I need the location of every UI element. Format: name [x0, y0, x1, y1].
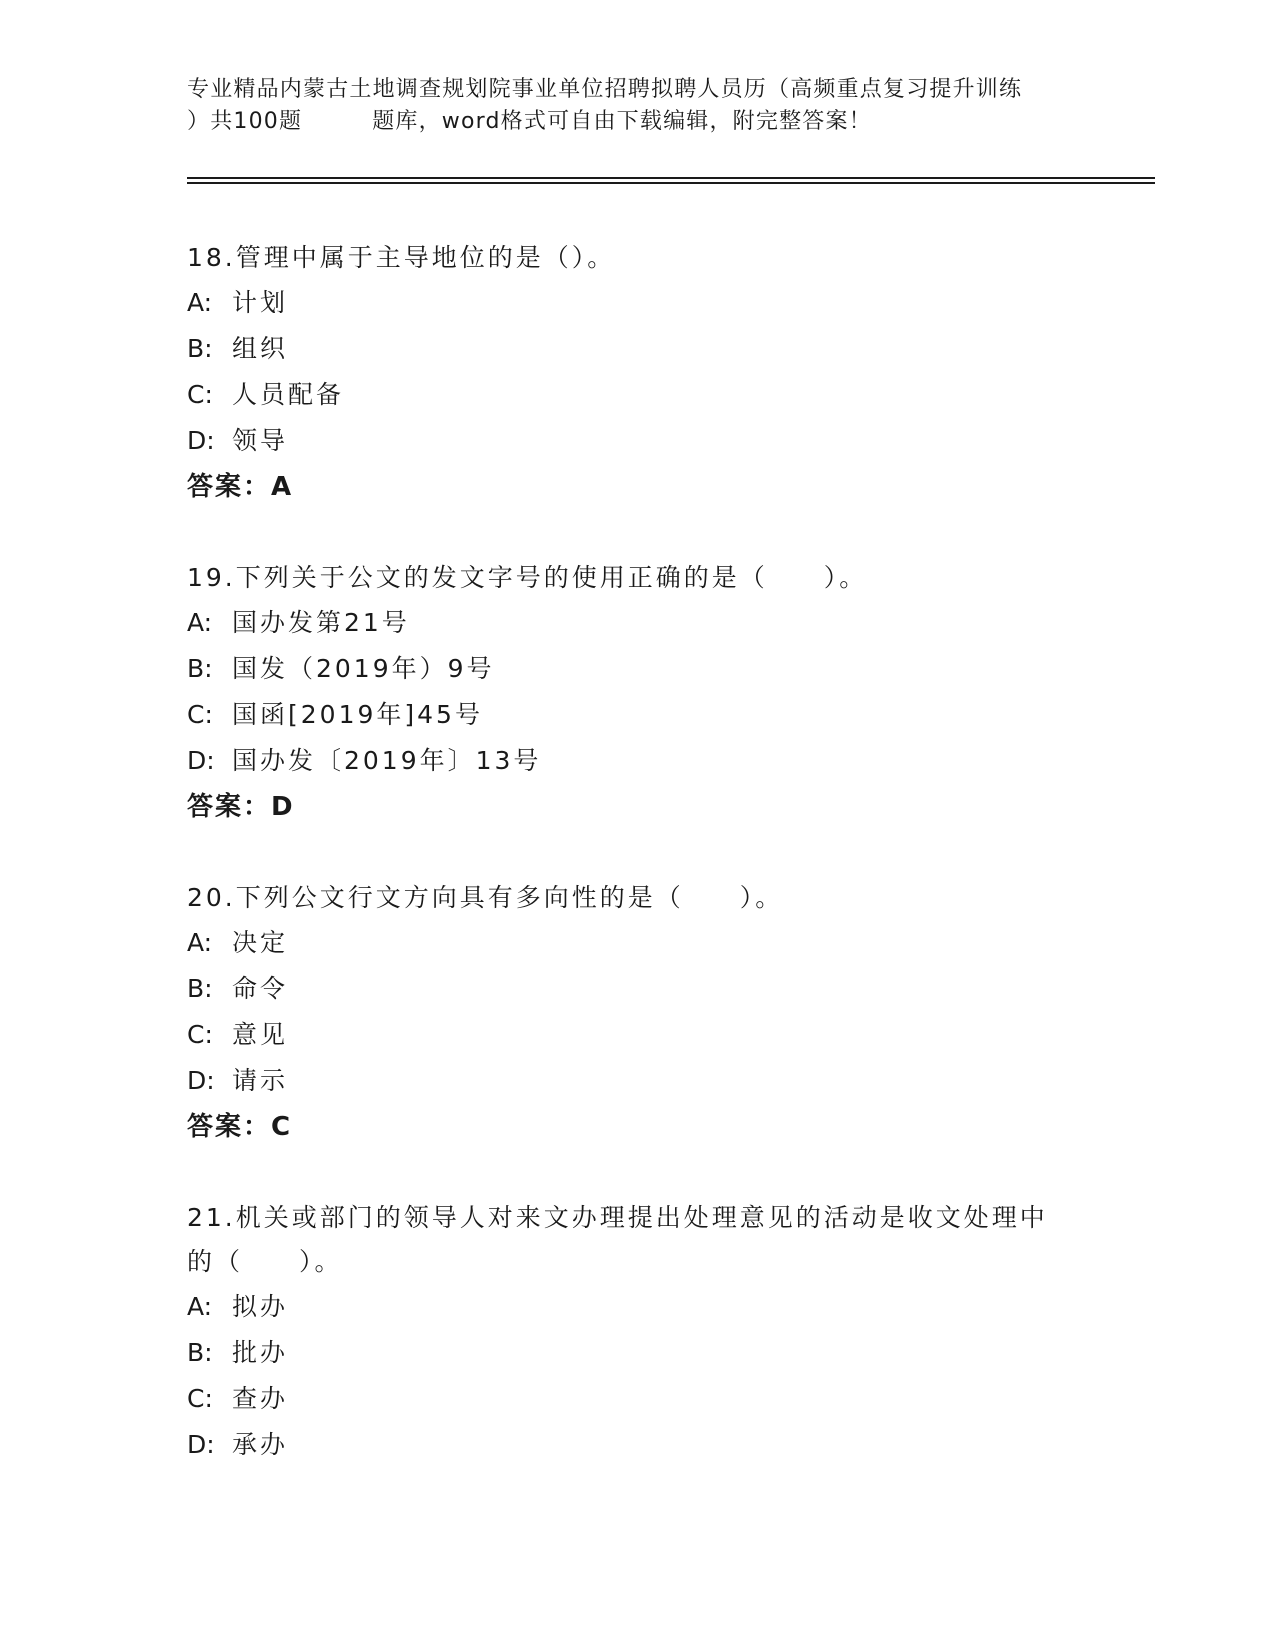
option-text: 国办发第21号 — [232, 608, 410, 637]
option-a — [187, 280, 1087, 326]
option-c — [187, 372, 1087, 418]
option-text: 拟办 — [232, 1292, 289, 1321]
header-description-text: 题库，word格式可自由下载编辑，附完整答案！ — [372, 109, 872, 134]
question-18 — [187, 236, 1087, 510]
option-letter: C: — [187, 380, 213, 409]
option-text: 计划 — [232, 288, 289, 317]
question-21 — [187, 1196, 1087, 1468]
header-divider-top — [187, 177, 1155, 179]
question-stem-line: 18.管理中属于主导地位的是（）。 — [187, 243, 616, 272]
option-letter: C: — [187, 1384, 213, 1413]
question-stem — [187, 876, 1087, 920]
option-letter: A: — [187, 288, 213, 317]
option-b — [187, 326, 1087, 372]
option-letter: A: — [187, 608, 213, 637]
option-letter: B: — [187, 1338, 213, 1367]
option-d — [187, 1422, 1087, 1468]
answer-line: 答案：D — [187, 792, 295, 822]
option-text: 请示 — [232, 1066, 289, 1095]
header-title-line-2 — [187, 106, 1087, 138]
question-stem — [187, 556, 1087, 600]
option-text: 国发（2019年）9号 — [232, 654, 495, 683]
option-letter: A: — [187, 1292, 213, 1321]
option-text: 命令 — [232, 974, 289, 1003]
option-letter: C: — [187, 1020, 213, 1049]
option-c — [187, 1012, 1087, 1058]
question-19 — [187, 556, 1087, 830]
option-letter: D: — [187, 1430, 215, 1459]
option-text: 承办 — [232, 1430, 289, 1459]
option-d — [187, 418, 1087, 464]
option-letter: D: — [187, 1066, 215, 1095]
option-letter: B: — [187, 654, 213, 683]
option-text: 意见 — [232, 1020, 289, 1049]
option-letter: D: — [187, 426, 215, 455]
option-d — [187, 738, 1087, 784]
option-text: 决定 — [232, 928, 289, 957]
document-header — [187, 74, 1087, 138]
option-a — [187, 920, 1087, 966]
header-title-line-1: 专业精品内蒙古土地调查规划院事业单位招聘拟聘人员历（高频重点复习提升训练 — [187, 77, 1023, 102]
question-stem — [187, 236, 1087, 280]
option-a — [187, 600, 1087, 646]
option-d — [187, 1058, 1087, 1104]
option-letter: C: — [187, 700, 213, 729]
option-text: 组织 — [232, 334, 289, 363]
answer-line: 答案：C — [187, 1112, 293, 1142]
option-text: 人员配备 — [232, 380, 345, 409]
question-stem-line: 21.机关或部门的领导人对来文办理提出处理意见的活动是收文处理中 — [187, 1203, 1048, 1232]
header-count-text: ）共100题 — [187, 109, 303, 134]
option-letter: B: — [187, 334, 213, 363]
option-text: 查办 — [232, 1384, 289, 1413]
question-20 — [187, 876, 1087, 1150]
option-letter: B: — [187, 974, 213, 1003]
question-stem-line: 20.下列公文行文方向具有多向性的是（ ）。 — [187, 883, 784, 912]
option-text: 国办发〔2019年〕13号 — [232, 746, 542, 775]
option-letter: A: — [187, 928, 213, 957]
option-text: 批办 — [232, 1338, 289, 1367]
option-text: 国函[2019年]45号 — [232, 700, 483, 729]
option-c — [187, 1376, 1087, 1422]
question-stem-line: 的（ ）。 — [187, 1247, 343, 1276]
option-b — [187, 966, 1087, 1012]
option-b — [187, 646, 1087, 692]
option-a — [187, 1284, 1087, 1330]
option-b — [187, 1330, 1087, 1376]
answer-line: 答案：A — [187, 472, 294, 502]
header-divider-bottom — [187, 182, 1155, 184]
question-stem-line: 19.下列关于公文的发文字号的使用正确的是（ ）。 — [187, 563, 868, 592]
option-text: 领导 — [232, 426, 289, 455]
question-stem — [187, 1196, 1087, 1284]
option-c — [187, 692, 1087, 738]
option-letter: D: — [187, 746, 215, 775]
